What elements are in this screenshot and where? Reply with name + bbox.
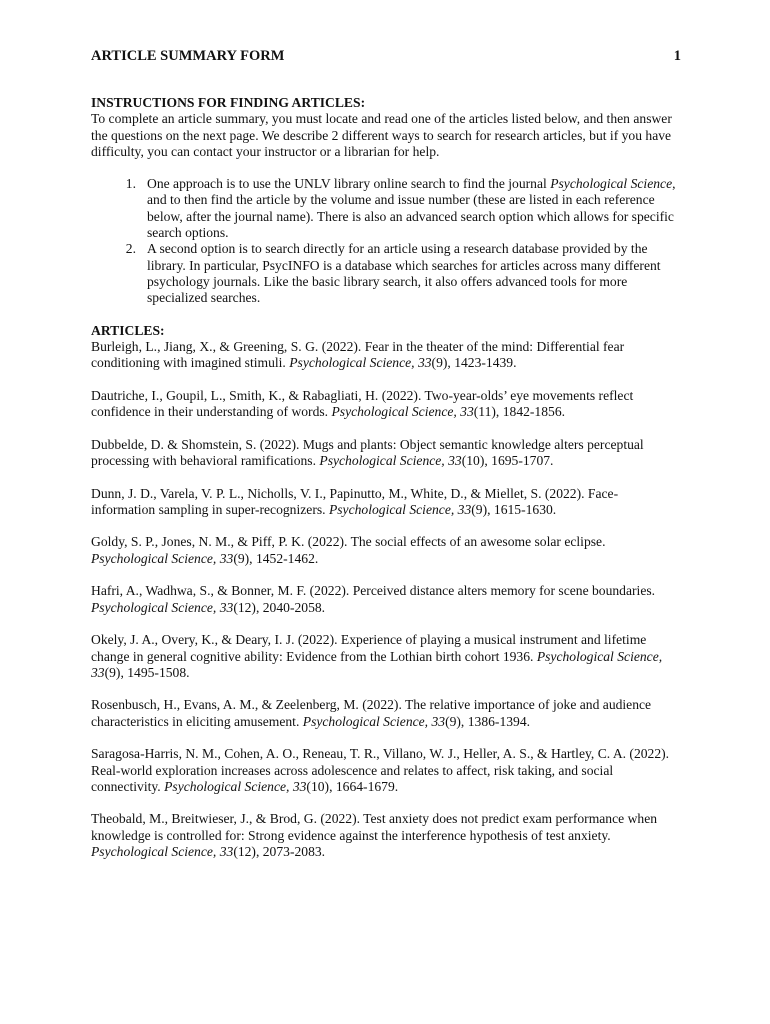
reference-issue-pages: (10), 1664-1679.	[306, 778, 399, 794]
reference-authors-title: Dubbelde, D. & Shomstein, S. (2022). Mugs and plants: Object semantic knowledge alters perceptual processing with behavioral ramifications.	[91, 436, 644, 468]
reference-entry	[91, 697, 681, 730]
reference-entry	[91, 632, 681, 681]
reference-journal-volume: Psychological Science, 33	[302, 713, 446, 729]
reference-entry	[91, 746, 681, 795]
reference-issue-pages: (11), 1842-1856.	[473, 404, 566, 420]
approach-item	[91, 241, 681, 306]
reference-authors-title: Burleigh, L., Jiang, X., & Greening, S. G. (2022). Fear in the theater of the mind: Differential fear conditioning with imagined stimuli.	[91, 338, 625, 371]
document-page	[91, 48, 681, 877]
approach-number: 1.	[125, 176, 136, 192]
reference-issue-pages: (12), 2040-2058.	[233, 599, 326, 615]
reference-authors-title: Dautriche, I., Goupil, L., Smith, K., & Rabagliati, H. (2022). Two-year-olds’ eye movements reflect confidence in their understanding of words.	[91, 387, 634, 420]
reference-journal-volume: Psychological Science, 33	[319, 452, 462, 468]
approach-text: A second option is to search directly for an article using a research database provided by the library. In particular, PsycINFO is a database which searches for articles across many different psychology journals. Like the basic library search, it also offers advanced tools for more specialized searches.	[147, 241, 661, 306]
articles-heading: ARTICLES:	[91, 322, 165, 338]
reference-authors-title: Goldy, S. P., Jones, N. M., & Piff, P. K. (2022). The social effects of an awesome solar eclipse.	[91, 534, 606, 550]
page-number: 1	[673, 48, 681, 64]
instructions-section	[91, 95, 681, 307]
approach-text-part: One approach is to use the UNLV library online search to find the journal	[147, 176, 551, 192]
reference-issue-pages: (9), 1452-1462.	[233, 550, 319, 566]
reference-journal-volume: Psychological Science, 33	[164, 778, 307, 794]
articles-section	[91, 323, 681, 861]
instructions-heading: INSTRUCTIONS FOR FINDING ARTICLES:	[91, 95, 366, 110]
approach-text-part: , and to then find the article by the volume and issue number (these are listed in each reference below, after the journal name). There is also an advanced search option which allows for specific search options.	[147, 176, 676, 241]
approach-list	[91, 176, 681, 306]
reference-authors-title: Theobald, M., Breitwieser, J., & Brod, G. (2022). Test anxiety does not predict exam performance when knowledge is controlled for: Strong evidence against the interference hypothesis of test anxiety.	[91, 811, 658, 843]
instructions-intro: To complete an article summary, you must locate and read one of the articles listed below, and then answer the questions on the next page. We describe 2 different ways to search for research articles, but if you have difficulty, you can contact your instructor or a librarian for help.	[91, 111, 672, 159]
reference-authors-title: Dunn, J. D., Varela, V. P. L., Nicholls, V. I., Papinutto, M., White, D., & Miellet, S. (2022). Face-information sampling in super-recognizers.	[91, 485, 619, 517]
reference-issue-pages: (9), 1615-1630.	[471, 501, 557, 517]
page-header	[91, 48, 681, 65]
journal-name: Psychological Science	[550, 176, 673, 192]
approach-item	[91, 176, 681, 241]
reference-entry	[91, 437, 681, 470]
reference-journal-volume: Psychological Science, 33	[331, 404, 474, 420]
reference-list	[91, 339, 681, 861]
reference-entry	[91, 339, 681, 372]
reference-journal-volume: Psychological Science, 33	[91, 648, 663, 680]
reference-authors-title: Okely, J. A., Overy, K., & Deary, I. J. (2022). Experience of playing a musical instrument and lifetime change in general cognitive ability: Evidence from the Lothian birth cohort 1936.	[91, 632, 647, 664]
reference-authors-title: Hafri, A., Wadhwa, S., & Bonner, M. F. (2022). Perceived distance alters memory for scene boundaries.	[91, 583, 656, 599]
reference-journal-volume: Psychological Science, 33	[91, 599, 234, 615]
reference-issue-pages: (9), 1495-1508.	[104, 664, 190, 680]
reference-journal-volume: Psychological Science, 33	[91, 550, 234, 566]
reference-entry	[91, 534, 681, 567]
form-title: ARTICLE SUMMARY FORM	[91, 48, 285, 64]
reference-issue-pages: (12), 2073-2083.	[233, 844, 326, 860]
reference-journal-volume: Psychological Science, 33	[289, 355, 432, 371]
reference-entry	[91, 486, 681, 519]
reference-entry	[91, 811, 681, 860]
reference-issue-pages: (9), 1423-1439.	[431, 355, 517, 371]
reference-journal-volume: Psychological Science, 33	[91, 844, 234, 860]
reference-authors-title: Saragosa-Harris, N. M., Cohen, A. O., Reneau, T. R., Villano, W. J., Heller, A. S., & Hartley, C. A. (2022). Real-world exploration increases across adolescence and relates to affect, risk taking, and social connectivity.	[91, 746, 670, 794]
reference-issue-pages: (10), 1695-1707.	[461, 452, 554, 468]
approach-text	[136, 176, 681, 241]
reference-issue-pages: (9), 1386-1394.	[445, 713, 531, 729]
reference-journal-volume: Psychological Science, 33	[328, 501, 472, 517]
reference-entry	[91, 388, 681, 421]
reference-authors-title: Rosenbusch, H., Evans, A. M., & Zeelenberg, M. (2022). The relative importance of joke and audience characteristics in eliciting amusement.	[91, 697, 652, 729]
approach-number: 2.	[125, 241, 136, 257]
reference-entry	[91, 583, 681, 616]
